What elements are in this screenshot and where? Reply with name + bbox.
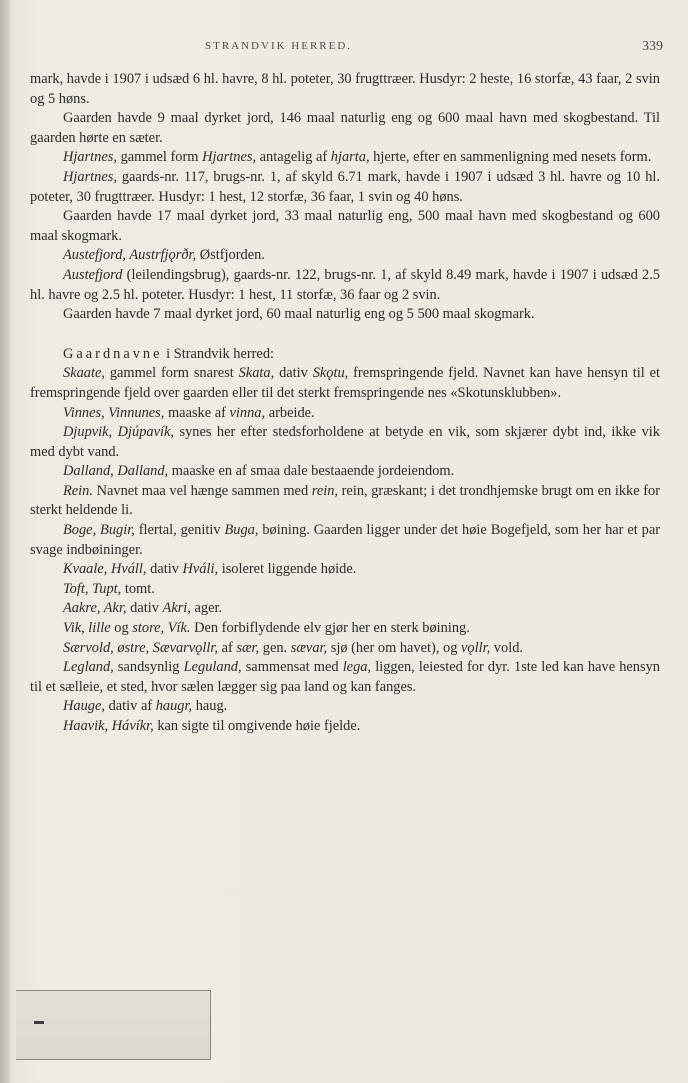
paragraph: Haavik, Hávíkr, kan sigte til omgivende høie fjelde. [63, 718, 361, 734]
paragraph: Gaarden havde 9 maal dyrket jord, 146 maal naturlig eng og 600 maal havn med skogbestand. Til gaarden hørte en sæter. [30, 110, 660, 146]
paragraph: Gaarden havde 7 maal dyrket jord, 60 maal naturlig eng og 5 500 maal skogmark. [63, 306, 535, 323]
page-text [30, 70, 660, 737]
paragraph: Djupvik, Djúpavík, synes her efter stedsforholdene at betyde en vik, som skjærer dybt ind, ikke vik med dybt vand. [30, 424, 660, 460]
running-head: STRANDVIK HERRED. [205, 40, 353, 52]
paragraph: Toft, Tupt, tomt. [63, 580, 155, 597]
paragraph: Austefjord (leilendingsbrug), gaards-nr. 122, brugs-nr. 1, af skyld 8.49 mark, havde i 1907 i udsæd 2.5 hl. havre og 2.5 hl. poteter. Husdyr: 1 hest, 11 storfæ, 36 faar og 2 svin. [30, 266, 660, 303]
page-tab-handle[interactable] [16, 990, 211, 1060]
paragraph: Hauge, dativ af haugr, haug. [63, 698, 228, 715]
paragraph: Særvold, østre, Sævarvǫllr, af sær, gen. sævar, sjø (her om havet), og vǫllr, vold. [63, 639, 523, 656]
paragraph: Hjartnes, gaards-nr. 117, brugs-nr. 1, af skyld 6.71 mark, havde i 1907 i udsæd 3 hl. havre og 10 hl. poteter, 30 frugttræer. Husdyr: 1 hest, 12 storfæ, 36 faar, 1 svin og 40 høns. [30, 168, 660, 205]
paragraph: Vik, lille og store, Vík. Den forbiflydende elv gjør her en sterk bøining. [63, 620, 470, 637]
section-heading: Gaardnavne i Strandvik herred: [63, 345, 275, 362]
page-header [0, 40, 688, 60]
paragraph: Kvaale, Hváll, dativ Hváli, isoleret liggende høide. [63, 561, 357, 578]
paragraph: Rein. Navnet maa vel hænge sammen med rein, rein, græskant; i det trondhjemske brugt om en ikke for sterkt heldende li. [30, 482, 660, 519]
paragraph: Aakre, Akr, dativ Akri, ager. [63, 600, 223, 617]
paragraph: Hjartnes, gammel form Hjartnes, antagelig af hjarta, hjerte, efter en sammenligning med nesets form. [63, 149, 652, 166]
page-spine [0, 0, 10, 1083]
paragraph: Gaarden havde 17 maal dyrket jord, 33 maal naturlig eng, 500 maal havn med skogbestand og 600 maal skogmark. [30, 208, 660, 244]
page-number: 339 [642, 39, 663, 54]
tab-grip-icon [34, 1021, 44, 1024]
paragraph: Legland, sandsynlig Leguland, sammensat med lega, liggen, leiested for dyr. 1ste led kan have hensyn til et sælleie, et sted, hvor sælen lægger sig paa land og kan fanges. [30, 659, 660, 695]
paragraph: Boge, Bugir, flertal, genitiv Buga, bøining. Gaarden ligger under det høie Bogefjeld, som her har et par svage indbøininger. [30, 522, 661, 558]
paragraph: Dalland, Dalland, maaske en af smaa dale bestaaende jordeiendom. [63, 463, 455, 480]
paragraph: Skaate, gammel form snarest Skata, dativ Skǫtu, fremspringende fjeld. Navnet kan have hensyn til et fremspringende fjeld over gaarden eller til det sterkt fremspringende nes «Skotunsklubben». [30, 365, 660, 401]
paragraph: Austefjord, Austrfjǫrðr, Østfjorden. [63, 247, 265, 264]
paragraph: mark, havde i 1907 i udsæd 6 hl. havre, 8 hl. poteter, 30 frugttræer. Husdyr: 2 heste, 16 storfæ, 43 faar, 2 svin og 5 høns. [30, 71, 660, 107]
paragraph: Vinnes, Vinnunes, maaske af vinna, arbeide. [63, 404, 315, 421]
